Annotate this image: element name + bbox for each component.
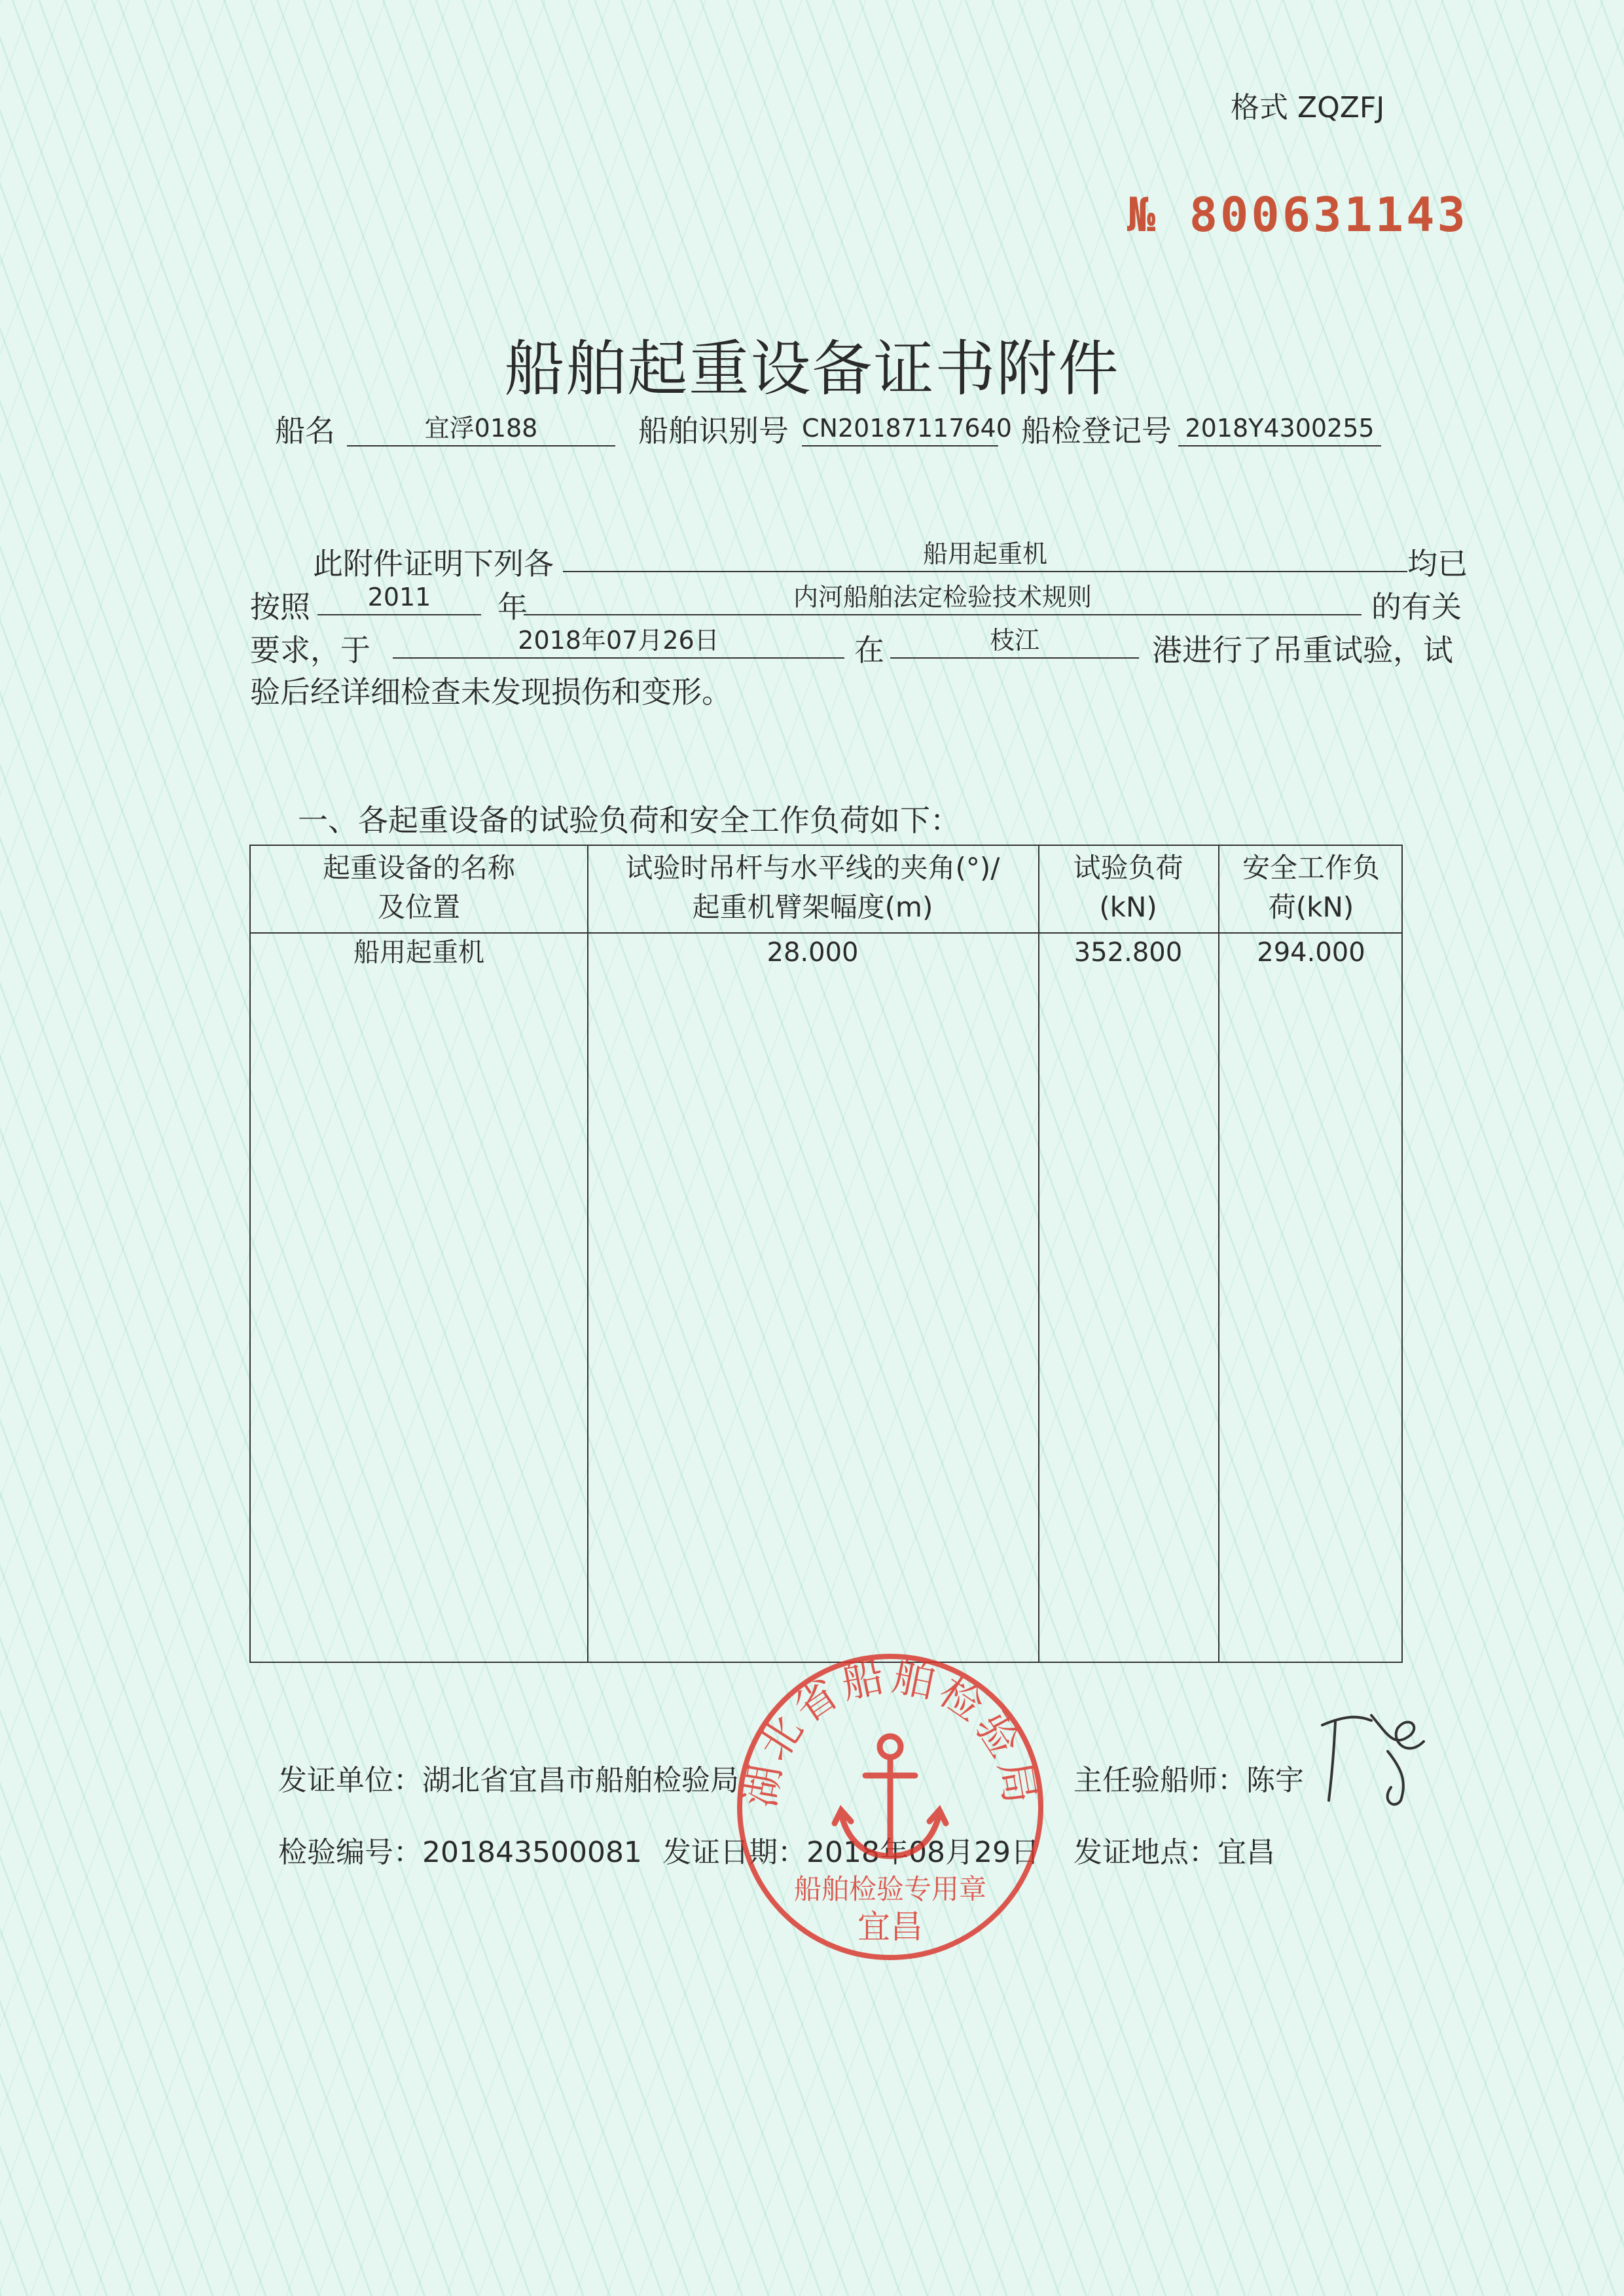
- issue-place: 发证地点：宜昌: [1074, 1836, 1275, 1869]
- load-table: [249, 845, 1403, 1663]
- test-date: 2018年07月26日: [393, 623, 844, 659]
- equipment-name: 船用起重机: [563, 537, 1407, 572]
- statement-according: 按照: [250, 589, 310, 625]
- ship-name-label: 船名: [275, 413, 335, 448]
- statement-at: 在: [854, 632, 884, 668]
- document-title: 船舶起重设备证书附件: [504, 334, 1120, 404]
- anchor-icon: [835, 1736, 946, 1856]
- header-safe-load: 安全工作负 荷(kN): [1242, 852, 1380, 923]
- inspection-number: 检验编号：201843500081: [278, 1836, 642, 1869]
- statement-tail-3: 港进行了吊重试验，试: [1152, 632, 1453, 668]
- format-code: 格式 ZQZFJ: [1231, 91, 1385, 124]
- header-test-load: 试验负荷 (kN): [1073, 852, 1183, 923]
- chief-surveyor: 主任验船师：陈宇: [1074, 1764, 1304, 1797]
- section-title: 一、各起重设备的试验负荷和安全工作负荷如下：: [298, 803, 960, 838]
- header-angle-radius: 试验时吊杆与水平线的夹角(°)/ 起重机臂架幅度(m): [625, 852, 1000, 923]
- statement-tail-1: 均已: [1407, 546, 1468, 581]
- cell-test-load: 352.800: [1074, 938, 1183, 968]
- ship-reg-label: 船检登记号: [1021, 413, 1172, 448]
- statement-tail-2: 的有关: [1371, 589, 1462, 625]
- statement-requirement: 要求，于: [250, 632, 370, 668]
- cell-angle-radius: 28.000: [767, 938, 859, 968]
- seal-city: 宜昌: [857, 1908, 923, 1946]
- official-seal: [720, 1637, 1060, 1977]
- issuer: 发证单位：湖北省宜昌市船舶检验局: [278, 1764, 739, 1797]
- rules-name: 内河船舶法定检验技术规则: [524, 580, 1362, 615]
- ship-reg-value: 2018Y4300255: [1178, 411, 1381, 446]
- seal-sub-text: 船舶检验专用章: [793, 1873, 987, 1905]
- header-equipment: 起重设备的名称 及位置: [322, 852, 515, 923]
- statement-line-4: 验后经详细检查未发现损伤和变形。: [250, 674, 732, 710]
- cell-safe-load: 294.000: [1257, 938, 1365, 968]
- serial-number: № 800631143: [1127, 187, 1468, 242]
- ship-name-value: 宜浮0188: [347, 411, 615, 446]
- year-unit: 年: [497, 589, 528, 625]
- cell-equipment: 船用起重机: [353, 938, 484, 968]
- signature: [1309, 1696, 1440, 1813]
- test-port: 枝江: [890, 623, 1139, 659]
- rules-year: 2011: [317, 580, 481, 615]
- seal-ring-text: 湖北省船舶检验局: [736, 1652, 1045, 1812]
- issue-date: 发证日期：2018年08月29日: [662, 1836, 1039, 1869]
- statement-intro: 此附件证明下列各: [313, 546, 554, 581]
- ship-id-label: 船舶识别号: [638, 413, 789, 448]
- ship-id-value: CN20187117640: [802, 411, 998, 446]
